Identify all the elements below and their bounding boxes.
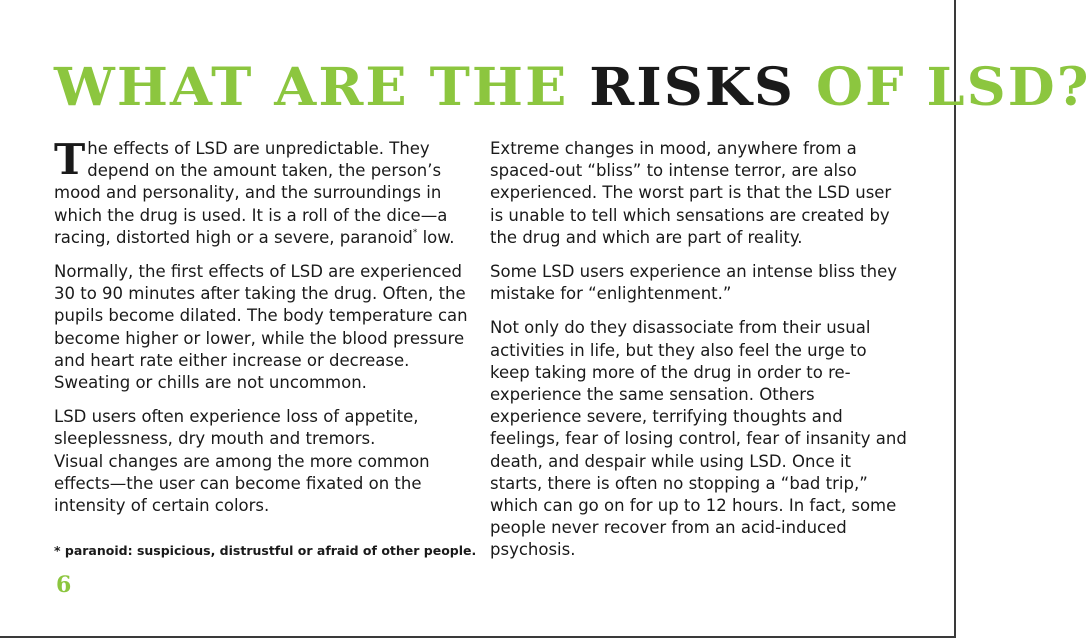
left-paragraph-3-line-1: LSD users often experience loss of appetite, sleeplessness, dry mouth and tremors. [54, 407, 419, 449]
title-part-3: OF LSD? [795, 57, 1091, 118]
left-paragraph-1-end: low. [417, 227, 455, 247]
right-paragraph-1: Extreme changes in mood, anywhere from a spaced-out “bliss” to intense terror, are also experienced. The worst part is that the LSD user is unable to tell which sensations are created by the drug and which are part of reality. [490, 139, 892, 247]
footnote: * paranoid: suspicious, distrustful or afraid of other people. [54, 543, 477, 558]
right-paragraph-3: Not only do they disassociate from their usual activities in life, but they also feel the urge to keep taking more of the drug in order to re-experience the same sensation. Others experience severe, terrifying thoughts and feelings, fear of losing control, fear of insanity and death, and despair while using LSD. Once it starts, there is often no stopping a “bad trip,” which can go on for up to 12 hours. In fact, some people never recover from an acid-induced psychosis. [490, 318, 907, 560]
right-paragraph-2: Some LSD users experience an intense bliss they mistake for “enlightenment.” [490, 262, 898, 304]
left-paragraph-3 [54, 406, 472, 517]
title-part-1: WHAT ARE THE [54, 57, 590, 118]
right-column [490, 138, 908, 574]
footnote-marker: * [412, 227, 418, 238]
left-paragraph-3-line-2: Visual changes are among the more common effects—the user can become fixated on the intensity of certain colors. [54, 451, 430, 516]
page-number: 6 [56, 572, 72, 598]
title-part-risks: RISKS [589, 57, 796, 118]
page-title [54, 50, 1091, 126]
drop-cap: T [54, 135, 86, 184]
left-paragraph-2: Normally, the first effects of LSD are experienced 30 to 90 minutes after taking the drug. Often, the pupils become dilated. The body temperature can become higher or lower, while the blood pressure and heart rate either increase or decrease. Sweating or chills are not uncommon. [54, 262, 468, 393]
left-column [54, 135, 472, 529]
left-paragraph-1 [54, 135, 472, 249]
left-paragraph-1-text: he effects of LSD are unpredictable. They depend on the amount taken, the person’s mood and personality, and the surroundings in which the drug is used. It is a roll of the dice—a racing, distorted high or a severe, paranoid [54, 139, 448, 247]
